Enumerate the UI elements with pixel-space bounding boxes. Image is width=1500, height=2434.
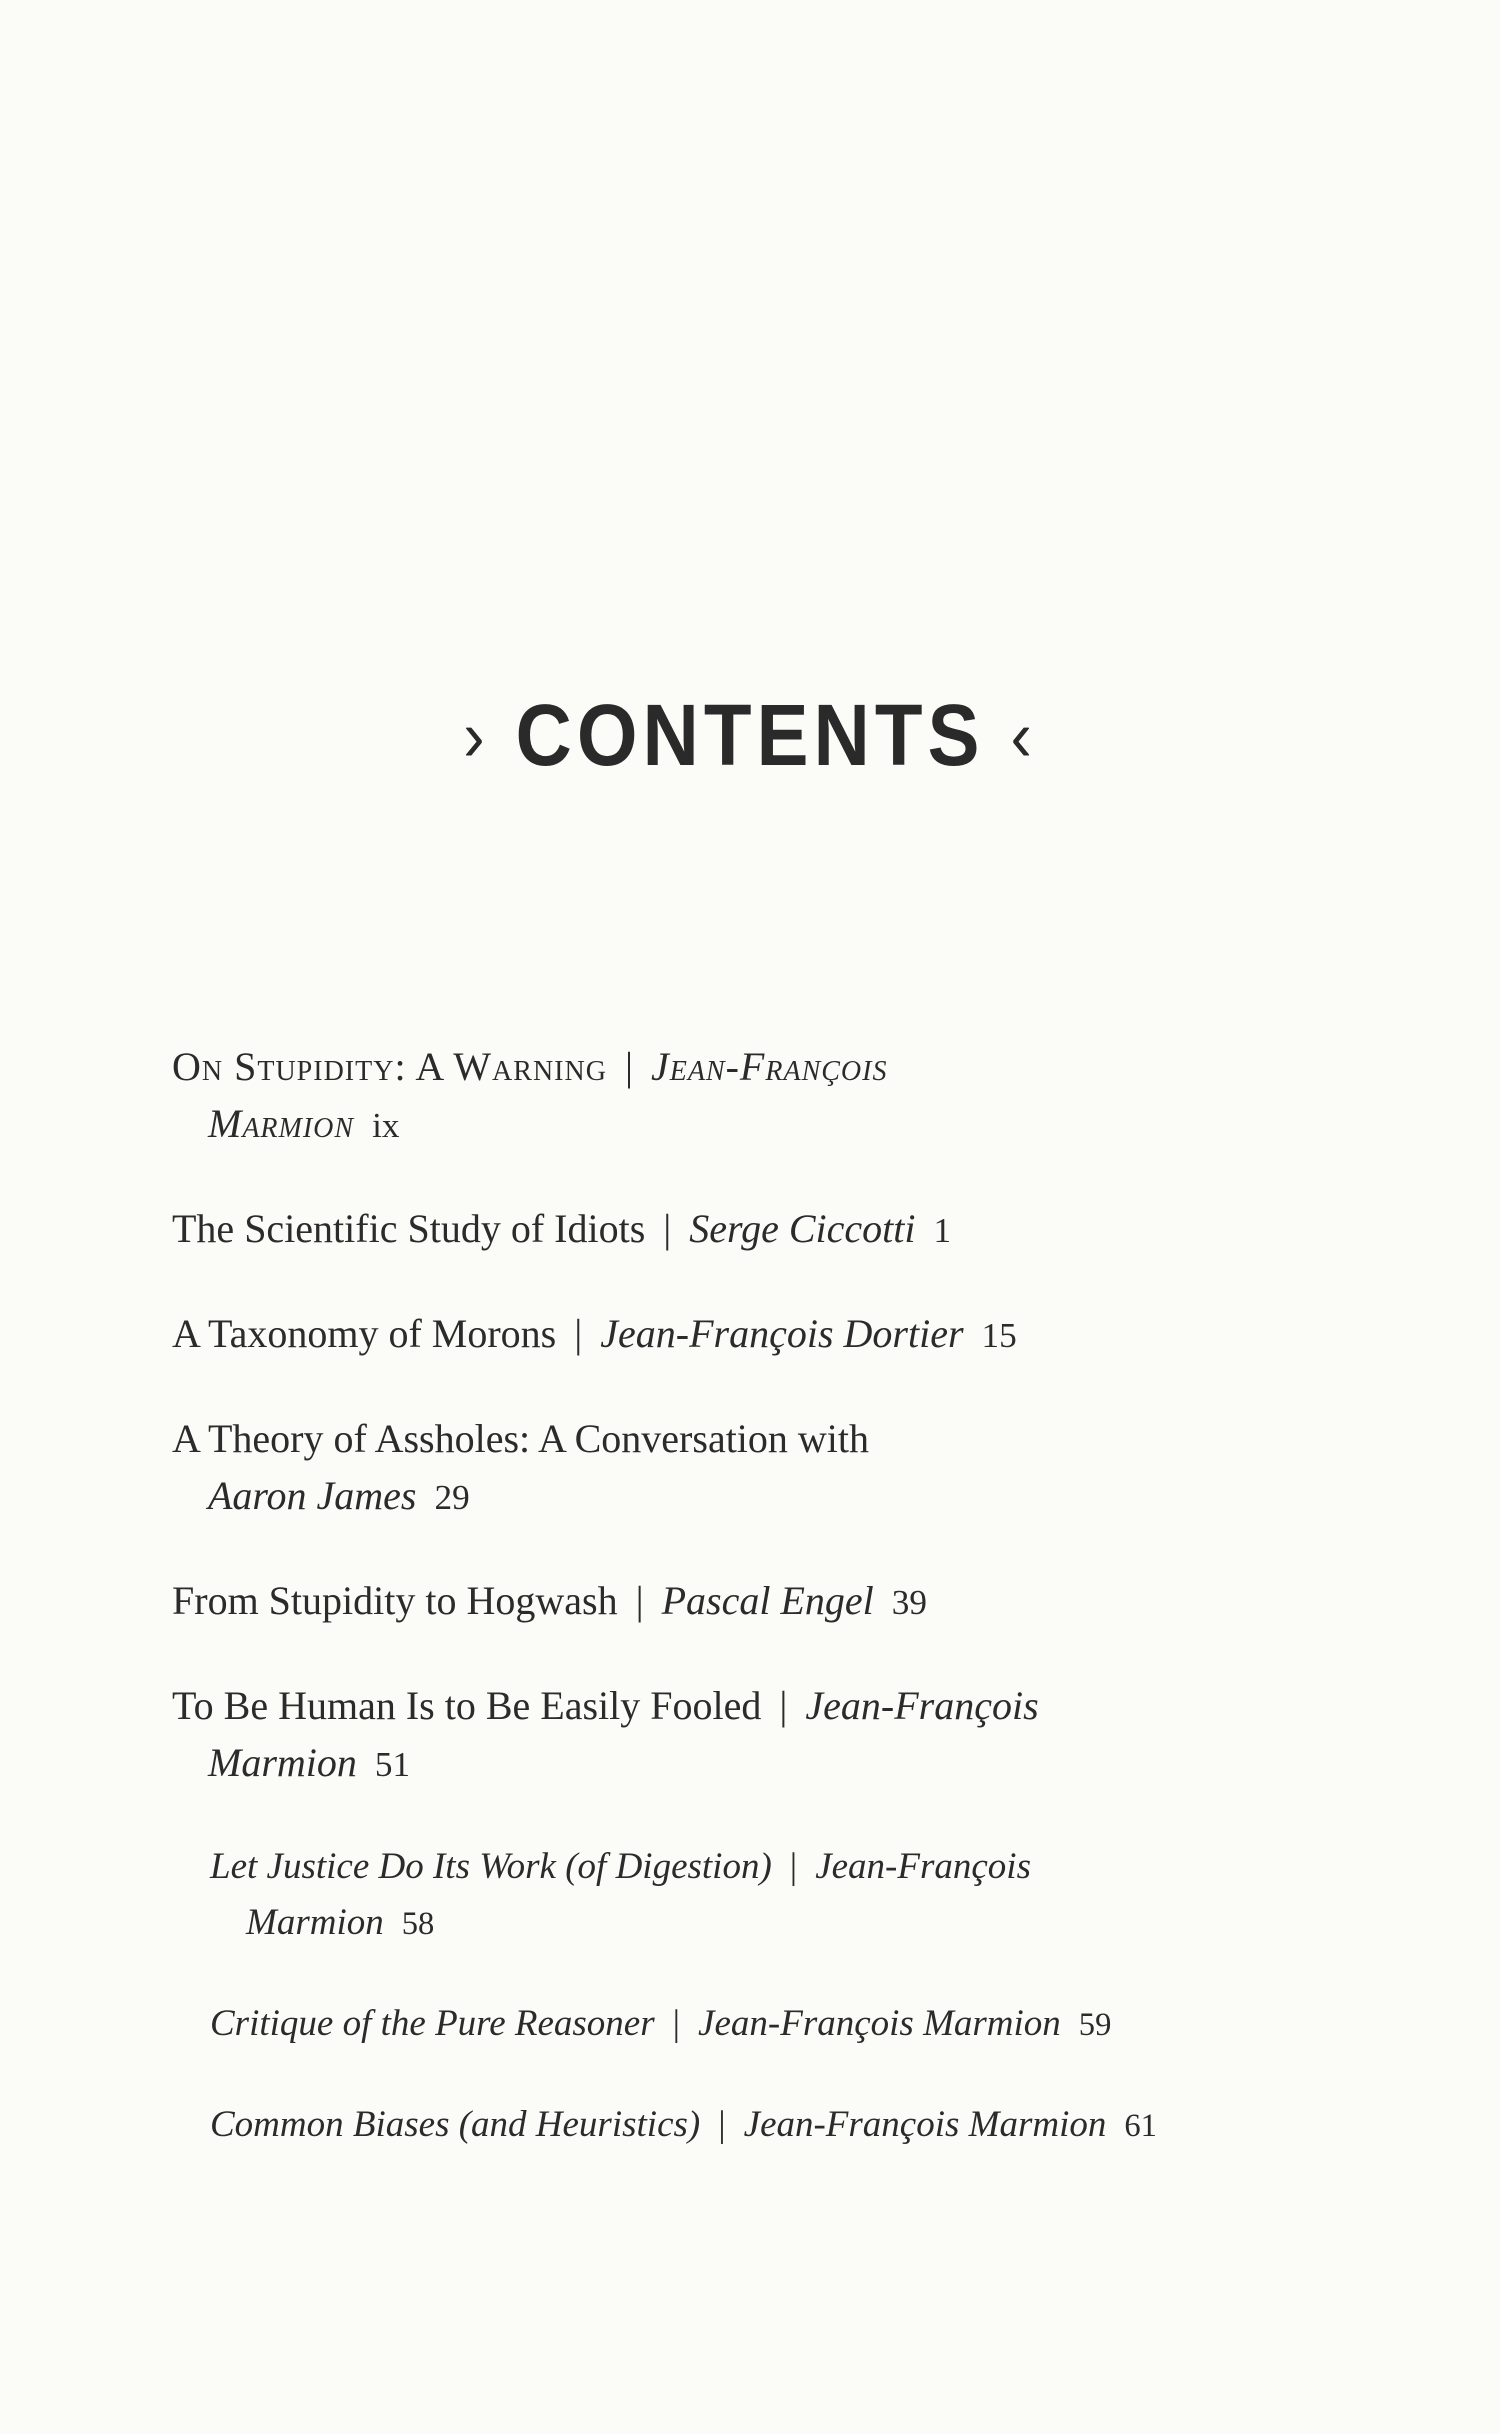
entry-continuation: [172, 1467, 1372, 1526]
page-number: 39: [891, 1583, 927, 1622]
toc-entry[interactable]: [172, 1038, 1372, 1154]
toc-subentry[interactable]: [210, 1996, 1372, 2053]
entry-title: The Scientific Study of Idiots: [172, 1206, 646, 1251]
entry-title: Let Justice Do Its Work (of Digestion): [210, 1846, 772, 1887]
page-number: 61: [1124, 2108, 1157, 2144]
separator: |: [624, 1044, 633, 1089]
left-chevron-ornament: ›: [463, 695, 490, 777]
entry-author: Marmion: [208, 1101, 355, 1146]
table-of-contents: [172, 1038, 1372, 2198]
toc-entry[interactable]: [172, 1677, 1372, 1793]
contents-heading: [0, 685, 1500, 787]
entry-title: To Be Human Is to Be Easily Fooled: [172, 1683, 762, 1728]
separator: |: [635, 1578, 644, 1623]
entry-author: Jean-François Marmion: [698, 2003, 1061, 2044]
separator: |: [672, 2003, 681, 2044]
entry-title: Common Biases (and Heuristics): [210, 2104, 701, 2145]
entry-title: Critique of the Pure Reasoner: [210, 2003, 655, 2044]
toc-subentry[interactable]: [210, 2097, 1372, 2154]
entry-title: From Stupidity to Hogwash: [172, 1578, 618, 1623]
entry-author: Jean-François Marmion: [743, 2104, 1107, 2145]
page-number: ix: [372, 1106, 400, 1145]
entry-author: Jean-François: [805, 1683, 1039, 1728]
page-number: 29: [434, 1478, 470, 1517]
entry-author: Pascal Engel: [661, 1578, 874, 1623]
toc-entry[interactable]: [172, 1572, 1372, 1631]
toc-subentry[interactable]: [210, 1839, 1372, 1952]
page-number: 15: [981, 1316, 1017, 1355]
toc-entry[interactable]: [172, 1305, 1372, 1364]
entry-title: A Theory of Assholes: A Conversation with: [172, 1416, 870, 1461]
entry-title: A Taxonomy of Morons: [172, 1311, 557, 1356]
page-number: 59: [1078, 2007, 1112, 2043]
separator: |: [663, 1206, 672, 1251]
separator: |: [779, 1683, 788, 1728]
page-number: 1: [933, 1211, 952, 1250]
entry-continuation: [172, 1095, 1372, 1154]
separator: |: [789, 1846, 798, 1887]
entry-author: Jean-François Dortier: [600, 1311, 964, 1356]
entry-author: Jean-François: [650, 1044, 888, 1089]
entry-title: On Stupidity: A Warning: [172, 1044, 607, 1089]
separator: |: [574, 1311, 583, 1356]
separator: |: [718, 2104, 726, 2145]
right-chevron-ornament: ‹: [1010, 695, 1037, 777]
toc-entry[interactable]: [172, 1200, 1372, 1259]
entry-author: Serge Ciccotti: [689, 1206, 916, 1251]
entry-author: Marmion: [246, 1902, 384, 1943]
entry-continuation: [172, 1734, 1372, 1793]
contents-title: CONTENTS: [515, 685, 985, 785]
page-number: 58: [401, 1906, 435, 1942]
entry-continuation: [210, 1895, 1372, 1952]
toc-entry[interactable]: [172, 1410, 1372, 1526]
entry-author: Marmion: [208, 1740, 357, 1785]
page-number: 51: [374, 1745, 411, 1784]
entry-author: Aaron James: [208, 1473, 417, 1518]
entry-author: Jean-François: [815, 1846, 1031, 1887]
